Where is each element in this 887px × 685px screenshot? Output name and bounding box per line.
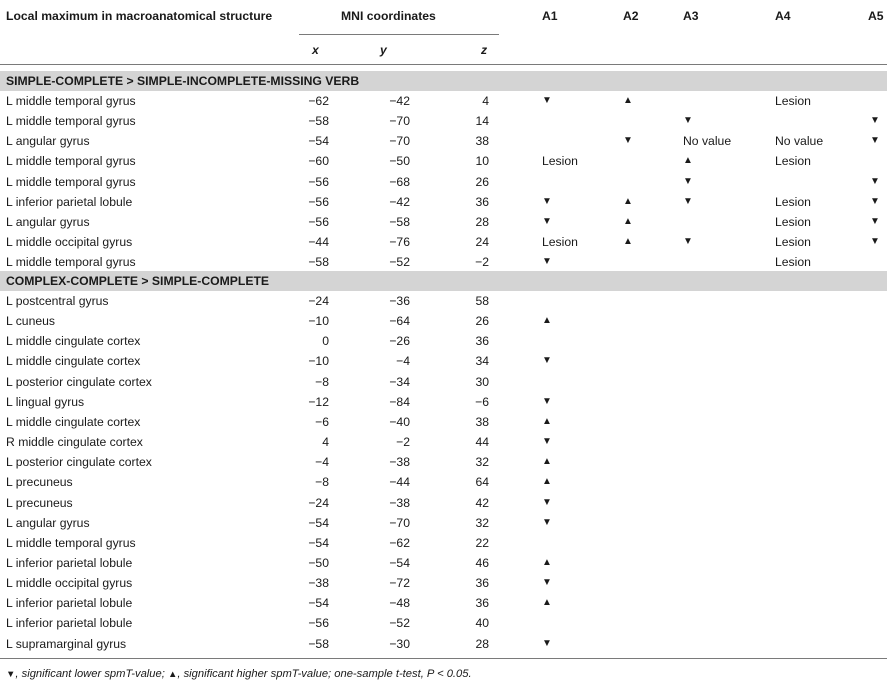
cell-x: −38 (308, 576, 329, 591)
cell-name: L lingual gyrus (6, 394, 85, 409)
cell-name: L precuneus (6, 495, 73, 510)
table-row (0, 351, 887, 371)
cell-z: −2 (475, 255, 489, 270)
cell-a1: ▼ (542, 436, 552, 448)
table-row (0, 111, 887, 131)
cell-a4: No value (775, 134, 824, 149)
cell-z: 10 (475, 154, 489, 169)
cell-a3: No value (683, 134, 732, 149)
cell-name: L middle temporal gyrus (6, 255, 136, 270)
table-row (0, 331, 887, 351)
cell-z: 58 (475, 294, 489, 308)
cell-x: −54 (308, 535, 329, 550)
cell-name: L posterior cingulate cortex (6, 455, 152, 470)
table-header (0, 0, 887, 34)
cell-y: −26 (389, 334, 410, 349)
table-row (0, 412, 887, 432)
cell-x: −56 (308, 616, 329, 631)
cell-x: −10 (308, 354, 329, 369)
cell-z: 36 (475, 576, 489, 591)
cell-name: L angular gyrus (6, 214, 90, 229)
mni-coordinates-header: MNI coordinates (341, 9, 436, 23)
cell-name: L middle temporal gyrus (6, 174, 136, 189)
a2-column-header: A2 (623, 9, 639, 23)
table-row (0, 634, 887, 654)
cell-z: 30 (475, 374, 489, 389)
cell-a1: ▼ (542, 637, 552, 649)
cell-z: 28 (475, 214, 489, 229)
cell-name: L posterior cingulate cortex (6, 374, 152, 389)
cell-z: 14 (475, 114, 489, 129)
cell-z: 36 (475, 596, 489, 611)
cell-x: −58 (308, 114, 329, 129)
cell-x: −56 (308, 174, 329, 189)
cell-y: −4 (396, 354, 410, 369)
cell-name: L angular gyrus (6, 515, 90, 530)
cell-a5: ▼ (870, 215, 880, 227)
cell-a1: ▼ (542, 577, 552, 589)
cell-y: −38 (389, 495, 410, 510)
cell-y: −68 (389, 174, 410, 189)
cell-name: R middle cingulate cortex (6, 435, 143, 450)
cell-x: −8 (315, 374, 329, 389)
table-row (0, 311, 887, 331)
a5-column-header: A5 (868, 9, 884, 23)
cell-y: −44 (389, 475, 410, 490)
cell-a3: ▼ (683, 175, 693, 187)
cell-y: −62 (389, 535, 410, 550)
cell-a1: ▲ (542, 556, 552, 568)
cell-a1: ▼ (542, 215, 552, 227)
cell-name: L supramarginal gyrus (6, 636, 127, 651)
cell-a1: ▼ (542, 95, 552, 106)
cell-z: 32 (475, 455, 489, 470)
coordinate-subheader (0, 34, 887, 65)
cell-name: L middle temporal gyrus (6, 154, 136, 169)
a4-column-header: A4 (775, 9, 791, 23)
cell-x: −56 (308, 214, 329, 229)
cell-name: L postcentral gyrus (6, 294, 109, 308)
cell-a5: ▼ (870, 115, 880, 127)
cell-y: −36 (389, 294, 410, 308)
cell-x: −44 (308, 235, 329, 250)
cell-name: L inferior parietal lobule (6, 616, 133, 631)
cell-z: 42 (475, 495, 489, 510)
cell-y: −70 (389, 114, 410, 129)
cell-x: −54 (308, 134, 329, 149)
cell-z: 34 (475, 354, 489, 369)
cell-z: 24 (475, 235, 489, 250)
cell-x: −6 (315, 414, 329, 429)
table-row (0, 573, 887, 593)
table-row (0, 613, 887, 633)
table-row (0, 212, 887, 232)
cell-a3: ▼ (683, 236, 693, 248)
cell-a3: ▼ (683, 195, 693, 207)
cell-name: L middle occipital gyrus (6, 576, 133, 591)
cell-name: L precuneus (6, 475, 73, 490)
a3-column-header: A3 (683, 9, 699, 23)
cell-z: 36 (475, 194, 489, 209)
cell-a1: ▲ (542, 456, 552, 468)
cell-z: 26 (475, 174, 489, 189)
cell-a1: ▼ (542, 395, 552, 407)
cell-z: 46 (475, 555, 489, 570)
cell-z: 26 (475, 314, 489, 329)
table-row (0, 392, 887, 412)
cell-a5: ▼ (870, 175, 880, 187)
cell-a1: Lesion (542, 235, 578, 250)
cell-x: 0 (322, 334, 329, 349)
cell-y: −48 (389, 596, 410, 611)
cell-a2: ▲ (623, 236, 633, 248)
section-title: COMPLEX-COMPLETE > SIMPLE-COMPLETE (6, 274, 270, 288)
cell-x: −24 (308, 294, 329, 308)
cell-y: −58 (389, 214, 410, 229)
a1-column-header: A1 (542, 9, 558, 23)
cell-z: 28 (475, 636, 489, 651)
cell-y: −52 (389, 616, 410, 631)
cell-a1: ▼ (542, 496, 552, 508)
table-footnote (6, 668, 472, 680)
cell-y: −52 (389, 255, 410, 270)
cell-x: −4 (315, 455, 329, 470)
cell-a4: Lesion (775, 235, 811, 250)
cell-z: 32 (475, 515, 489, 530)
table-row (0, 291, 887, 311)
cell-x: −10 (308, 314, 329, 329)
cell-a5: ▼ (870, 236, 880, 248)
cell-a3: ▲ (683, 155, 693, 167)
cell-a2: ▲ (623, 95, 633, 106)
cell-x: −56 (308, 194, 329, 209)
cell-x: −62 (308, 94, 329, 108)
table-row (0, 232, 887, 252)
cell-name: L middle cingulate cortex (6, 414, 141, 429)
cell-y: −76 (389, 235, 410, 250)
cell-z: 44 (475, 435, 489, 450)
section-title: SIMPLE-COMPLETE > SIMPLE-INCOMPLETE-MISSING VERB (6, 74, 360, 88)
table-row (0, 372, 887, 392)
cell-a1: ▼ (542, 195, 552, 207)
cell-x: −50 (308, 555, 329, 570)
table-row (0, 172, 887, 192)
cell-z: 40 (475, 616, 489, 631)
cell-a1: ▼ (542, 256, 552, 268)
cell-x: 4 (322, 435, 329, 450)
cell-x: −54 (308, 515, 329, 530)
cell-a1: ▲ (542, 597, 552, 609)
cell-y: −34 (389, 374, 410, 389)
cell-a1: ▼ (542, 516, 552, 528)
cell-name: L inferior parietal lobule (6, 555, 133, 570)
table-row (0, 553, 887, 573)
cell-a2: ▲ (623, 215, 633, 227)
cell-y: −70 (389, 515, 410, 530)
cell-z: 4 (482, 94, 489, 108)
cell-name: L middle temporal gyrus (6, 114, 136, 129)
cell-name: L angular gyrus (6, 134, 90, 149)
up-triangle-icon: ▲ (167, 669, 178, 680)
cell-z: 38 (475, 134, 489, 149)
footnote-down-text: , significant lower spmT-value; (15, 668, 168, 680)
cell-y: −84 (389, 394, 410, 409)
cell-x: −58 (308, 636, 329, 651)
cell-y: −42 (389, 94, 410, 108)
table-row (0, 192, 887, 212)
table-row (0, 252, 887, 272)
table-row (0, 593, 887, 613)
down-triangle-icon: ▼ (6, 669, 16, 680)
cell-z: 64 (475, 475, 489, 490)
cell-z: 36 (475, 334, 489, 349)
table-row (0, 91, 887, 111)
table-row (0, 493, 887, 513)
cell-z: 22 (475, 535, 489, 550)
cell-a3: ▼ (683, 115, 693, 127)
cell-y: −64 (389, 314, 410, 329)
cell-a4: Lesion (775, 214, 811, 229)
cell-a5: ▼ (870, 195, 880, 207)
cell-y: −2 (396, 435, 410, 450)
cell-a4: Lesion (775, 94, 811, 108)
table-row (0, 452, 887, 472)
table-row (0, 472, 887, 492)
table-row (0, 151, 887, 171)
section-header (0, 71, 887, 91)
cell-y: −38 (389, 455, 410, 470)
cell-name: L middle occipital gyrus (6, 235, 133, 250)
cell-x: −60 (308, 154, 329, 169)
cell-name: L inferior parietal lobule (6, 596, 133, 611)
cell-name: L inferior parietal lobule (6, 194, 133, 209)
cell-y: −42 (389, 194, 410, 209)
x-column-header: x (312, 43, 319, 57)
cell-a1: ▲ (542, 315, 552, 327)
cell-name: L middle cingulate cortex (6, 334, 141, 349)
table-row (0, 533, 887, 553)
cell-a1: ▲ (542, 415, 552, 427)
cell-name: L middle cingulate cortex (6, 354, 141, 369)
cell-x: −24 (308, 495, 329, 510)
cell-name: L cuneus (6, 314, 56, 329)
cell-a4: Lesion (775, 194, 811, 209)
cell-y: −72 (389, 576, 410, 591)
y-column-header: y (380, 43, 387, 57)
z-column-header: z (481, 43, 488, 57)
cell-y: −30 (389, 636, 410, 651)
cell-x: −12 (308, 394, 329, 409)
structure-column-header: Local maximum in macroanatomical structure (6, 9, 273, 23)
cell-y: −40 (389, 414, 410, 429)
cell-name: L middle temporal gyrus (6, 94, 136, 108)
cell-a4: Lesion (775, 154, 811, 169)
table-row (0, 513, 887, 533)
cell-x: −54 (308, 596, 329, 611)
cell-y: −54 (389, 555, 410, 570)
section-header (0, 271, 887, 291)
cell-y: −70 (389, 134, 410, 149)
footnote-up-text: , significant higher spmT-value; one-sample t-test, P < 0.05. (177, 668, 472, 680)
cell-z: 38 (475, 414, 489, 429)
cell-a1: ▲ (542, 476, 552, 488)
table-row (0, 432, 887, 452)
cell-y: −50 (389, 154, 410, 169)
cell-name: L middle temporal gyrus (6, 535, 136, 550)
cell-a2: ▲ (623, 195, 633, 207)
cell-x: −58 (308, 255, 329, 270)
cell-x: −8 (315, 475, 329, 490)
cell-a5: ▼ (870, 135, 880, 147)
cell-a1: ▼ (542, 355, 552, 367)
cell-z: −6 (475, 394, 489, 409)
table-row (0, 131, 887, 151)
table-bottom-rule (0, 658, 887, 659)
cell-a4: Lesion (775, 255, 811, 270)
cell-a1: Lesion (542, 154, 578, 169)
cell-a2: ▼ (623, 135, 633, 147)
